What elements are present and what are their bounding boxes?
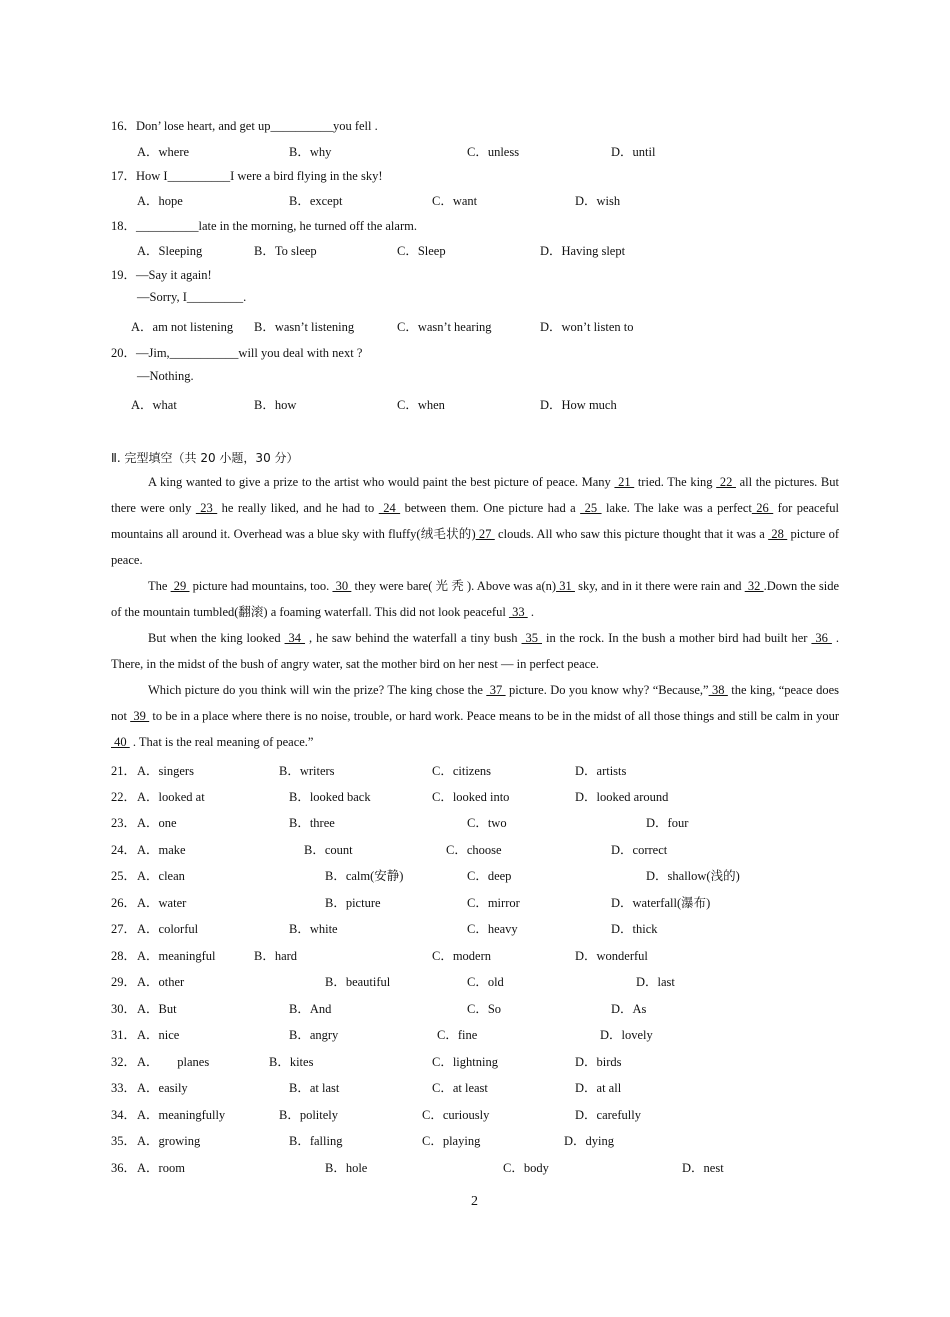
passage-text: all the pictures. But there were only (111, 475, 839, 515)
question-19-reply: —Sorry, I_________. (137, 290, 247, 304)
cloze-option: A．other (137, 975, 185, 989)
cloze-option: C．looked into (432, 790, 510, 804)
blank-21: 21 (614, 475, 635, 489)
cloze-option: B．falling (289, 1134, 343, 1148)
cloze-option: A．one (137, 816, 177, 830)
passage-text: in the rock. In the bush a mother bird had built her (542, 631, 812, 645)
cloze-question-number: 32． (111, 1055, 137, 1069)
blank-29: 29 (170, 579, 190, 593)
passage-paragraph-2 (111, 573, 839, 625)
cloze-option: B．at last (289, 1081, 340, 1095)
cloze-option: C．So (467, 1002, 502, 1016)
cloze-option: C．body (503, 1161, 549, 1175)
q18-option-b: B．To sleep (254, 244, 317, 258)
cloze-option: D．birds (575, 1055, 622, 1069)
cloze-option: B．hole (325, 1161, 368, 1175)
section-2-heading: Ⅱ. 完型填空（共 20 小题，30 分） (111, 451, 299, 465)
cloze-option: A．colorful (137, 922, 199, 936)
passage-paragraph-1 (111, 469, 839, 573)
cloze-option: D．thick (611, 922, 658, 936)
passage-text: the king, “peace does not (111, 683, 839, 723)
cloze-option: A．water (137, 896, 187, 910)
cloze-option: C．old (467, 975, 504, 989)
blank-40: 40 (111, 735, 130, 749)
question-20-stem: 20．—Jim,___________will you deal with next ? (111, 346, 363, 360)
cloze-option: D．lovely (600, 1028, 653, 1042)
cloze-option: A．meaningfully (137, 1108, 226, 1122)
cloze-question-number: 26． (111, 896, 137, 910)
cloze-option: D．correct (611, 843, 668, 857)
cloze-option: D．looked around (575, 790, 669, 804)
cloze-option: A．easily (137, 1081, 188, 1095)
blank-36: 36 (811, 631, 832, 645)
cloze-option: B．calm(安静) (325, 869, 404, 883)
passage-text: . That is the real meaning of peace.” (129, 735, 314, 749)
cloze-question-number: 29． (111, 975, 137, 989)
cloze-option: B．looked back (289, 790, 371, 804)
cloze-option: A．But (137, 1002, 177, 1016)
q17-option-b: B．except (289, 194, 343, 208)
cloze-option: A．growing (137, 1134, 201, 1148)
question-17-stem: 17．How I__________I were a bird flying in the sky! (111, 169, 383, 183)
passage-text: .Down the side of the mountain tumbled(翻滚) a foaming waterfall. This did not look peaceful (111, 579, 840, 619)
blank-25: 25 (580, 501, 602, 515)
passage-text: lake. The lake was a perfect (601, 501, 752, 515)
q16-option-c: C．unless (467, 145, 520, 159)
cloze-option: D．nest (682, 1161, 724, 1175)
cloze-option: C．at least (432, 1081, 488, 1095)
q20-option-a: A．what (131, 398, 177, 412)
q19-option-b: B．wasn’t listening (254, 320, 355, 334)
passage-paragraph-3 (111, 625, 839, 677)
blank-34: 34 (284, 631, 306, 645)
cloze-option: C．citizens (432, 764, 492, 778)
passage-text: Which picture do you think will win the prize? The king chose the (148, 683, 487, 697)
cloze-option: C．playing (422, 1134, 481, 1148)
cloze-option: A． planes (137, 1055, 210, 1069)
q19-option-c: C．wasn’t hearing (397, 320, 492, 334)
passage-text: for peaceful mountains all around it. Overhead was a blue sky with fluffy(绒毛状的) (111, 501, 840, 541)
cloze-option: B．picture (325, 896, 381, 910)
passage-text: he really liked, and he had to (217, 501, 379, 515)
q20-option-c: C．when (397, 398, 445, 412)
passage-text: , he saw behind the waterfall a tiny bush (305, 631, 522, 645)
cloze-question-number: 33． (111, 1081, 137, 1095)
cloze-option: D．waterfall(瀑布) (611, 896, 711, 910)
cloze-question-number: 31． (111, 1028, 137, 1042)
blank-22: 22 (716, 475, 736, 489)
q18-option-c: C．Sleep (397, 244, 446, 258)
cloze-option: C．heavy (467, 922, 518, 936)
blank-26: 26 (751, 501, 774, 515)
cloze-option: A．singers (137, 764, 194, 778)
question-18-stem: 18．__________late in the morning, he turned off the alarm. (111, 219, 417, 233)
cloze-option: C．deep (467, 869, 512, 883)
cloze-passage (111, 469, 839, 755)
blank-23: 23 (195, 501, 218, 515)
q18-option-a: A．Sleeping (137, 244, 203, 258)
cloze-option: D．artists (575, 764, 627, 778)
passage-text: . (527, 605, 534, 619)
passage-text: clouds. All who saw this picture thought that it was a (494, 527, 769, 541)
cloze-question-number: 24． (111, 843, 137, 857)
cloze-option: A．nice (137, 1028, 180, 1042)
blank-27: 27 (475, 527, 495, 541)
cloze-option: D．carefully (575, 1108, 641, 1122)
question-19-stem: 19．—Say it again! (111, 268, 212, 282)
cloze-option: B．writers (279, 764, 335, 778)
cloze-option: B．angry (289, 1028, 339, 1042)
cloze-option: C．mirror (467, 896, 520, 910)
cloze-option: B．beautiful (325, 975, 391, 989)
blank-31: 31 (556, 579, 575, 593)
q16-option-a: A．where (137, 145, 190, 159)
blank-32: 32 (744, 579, 764, 593)
cloze-option: D．four (646, 816, 689, 830)
cloze-option: D．last (636, 975, 675, 989)
page-number: 2 (471, 1194, 478, 1209)
cloze-option: D．shallow(浅的) (646, 869, 740, 883)
cloze-option: B．And (289, 1002, 332, 1016)
question-20-reply: —Nothing. (137, 369, 194, 383)
q19-option-a: A．am not listening (131, 320, 234, 334)
cloze-option: C．lightning (432, 1055, 498, 1069)
passage-text: sky, and in it there were rain and (574, 579, 745, 593)
passage-text: between them. One picture had a (400, 501, 581, 515)
blank-28: 28 (768, 527, 788, 541)
cloze-option: D．As (611, 1002, 647, 1016)
blank-35: 35 (521, 631, 542, 645)
passage-text: But when the king looked (148, 631, 285, 645)
passage-text: they were bare( 光 秃 ). Above was a(n) (351, 579, 557, 593)
cloze-option: B．hard (254, 949, 298, 963)
q19-option-d: D．won’t listen to (540, 320, 634, 334)
cloze-option: A．looked at (137, 790, 205, 804)
q18-option-d: D．Having slept (540, 244, 626, 258)
q16-option-b: B．why (289, 145, 332, 159)
cloze-option: A．make (137, 843, 186, 857)
q20-option-b: B．how (254, 398, 297, 412)
cloze-option: B．count (304, 843, 353, 857)
passage-text: picture had mountains, too. (189, 579, 333, 593)
cloze-option: A．clean (137, 869, 185, 883)
q17-option-c: C．want (432, 194, 478, 208)
cloze-option: C．fine (437, 1028, 478, 1042)
cloze-option: B．three (289, 816, 335, 830)
passage-text: tried. The king (634, 475, 717, 489)
blank-33: 33 (508, 605, 528, 619)
cloze-question-number: 36． (111, 1161, 137, 1175)
blank-37: 37 (486, 683, 506, 697)
blank-38: 38 (708, 683, 728, 697)
cloze-option: C．curiously (422, 1108, 490, 1122)
cloze-option: B．white (289, 922, 338, 936)
cloze-question-number: 21． (111, 764, 137, 778)
q20-option-d: D．How much (540, 398, 617, 412)
cloze-option: B．kites (269, 1055, 314, 1069)
cloze-option: D．dying (564, 1134, 615, 1148)
q17-option-d: D．wish (575, 194, 621, 208)
q16-option-d: D．until (611, 145, 656, 159)
cloze-option: A．room (137, 1161, 185, 1175)
passage-paragraph-4 (111, 677, 839, 755)
passage-text: picture of peace. (111, 527, 839, 567)
cloze-option: C．modern (432, 949, 492, 963)
passage-text: A king wanted to give a prize to the artist who would paint the best picture of peace. Many (148, 475, 615, 489)
blank-39: 39 (130, 709, 150, 723)
cloze-question-number: 35． (111, 1134, 137, 1148)
cloze-question-number: 25． (111, 869, 137, 883)
cloze-option: B．politely (279, 1108, 339, 1122)
cloze-question-number: 23． (111, 816, 137, 830)
question-16-stem: 16．Don’ lose heart, and get up__________you fell . (111, 119, 378, 133)
cloze-question-number: 28． (111, 949, 137, 963)
passage-text: to be in a place where there is no noise, trouble, or hard work. Peace means to be in the midst of all those things and still be calm in your (149, 709, 839, 723)
cloze-question-number: 34． (111, 1108, 137, 1122)
passage-text: . There, in the midst of the bush of angry water, sat the mother bird on her nest — in perfect peace. (111, 631, 839, 671)
blank-24: 24 (378, 501, 401, 515)
cloze-question-number: 27． (111, 922, 137, 936)
cloze-option: A．meaningful (137, 949, 216, 963)
cloze-question-number: 22． (111, 790, 137, 804)
cloze-option: C．choose (446, 843, 502, 857)
q17-option-a: A．hope (137, 194, 183, 208)
cloze-option: D．wonderful (575, 949, 648, 963)
passage-text: The (148, 579, 171, 593)
cloze-option: C．two (467, 816, 507, 830)
cloze-option: D．at all (575, 1081, 622, 1095)
passage-text: picture. Do you know why? “Because,” (505, 683, 709, 697)
blank-30: 30 (332, 579, 352, 593)
cloze-question-number: 30． (111, 1002, 137, 1016)
